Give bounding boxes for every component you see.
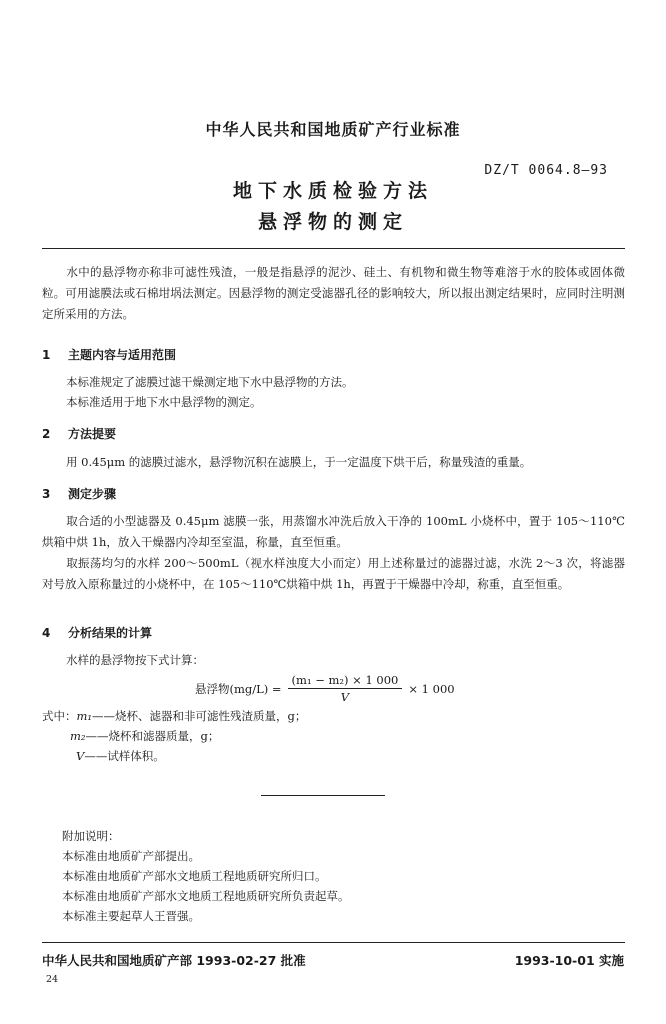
where-desc-3: ——试样体积。 [84,749,165,763]
where-desc-1: ——烧杯、滤器和非可滤性残渣质量，g； [92,709,307,723]
section-1-title: 主题内容与适用范围 [68,348,177,362]
section-1-line-1: 本标准规定了滤膜过滤干燥测定地下水中悬浮物的方法。 [66,375,354,389]
intro-text: 水中的悬浮物亦称非可滤性残渣，一般是指悬浮的泥沙、硅土、有机物和微生物等难溶于水的胶体或固体微粒。可用滤膜法或石棉坩埚法测定。因悬浮物的测定受滤器孔径的影响较大，所以报出测定结果时，应同时注明测定所采用的方法。 [42,265,625,321]
notes-line-1: 本标准由地质矿产部提出。 [62,849,200,863]
formula-numerator: (m₁ − m₂) × 1 000 [288,673,403,689]
formula-fraction [288,673,403,704]
where-symbol-1: m₁ [76,709,93,723]
document-title-line2: 悬浮物的测定 [257,211,408,233]
formula-denominator: V [340,690,350,704]
notes-line-4: 本标准主要起草人王晋强。 [62,909,200,923]
section-4-lead: 水样的悬浮物按下式计算： [66,653,204,667]
section-3-paragraph-1-text: 取合适的小型滤器及 0.45μm 滤膜一张，用蒸馏水冲洗后放入干净的 100mL 小烧杯中，置于 105～110℃烘箱中烘 1h，放入干燥器内冷却至室温，称量，直至恒重。 [42,514,625,549]
section-3-heading [42,485,116,502]
document-title-line1: 地下水质检验方法 [232,180,433,202]
formula-lhs: 悬浮物(mg/L) = [195,681,282,696]
suspended-solids-formula [195,673,455,704]
where-symbol-3: V [76,749,85,763]
where-line-3 [76,746,165,766]
issuing-authority-title: 中华人民共和国地质矿产行业标准 [205,120,461,139]
footer-divider [42,942,625,943]
where-label: 式中： [42,709,77,723]
section-1-heading [42,346,176,363]
section-2-title: 方法提要 [68,427,117,441]
section-2-line-1: 用 0.45μm 的滤膜过滤水，悬浮物沉积在滤膜上，于一定温度下烘干后，称量残渣的重量。 [66,455,532,469]
section-3-paragraph-2 [42,553,625,595]
header-divider [42,248,625,249]
section-3-paragraph-1 [42,511,625,553]
section-1-line-2: 本标准适用于地下水中悬浮物的测定。 [66,395,262,409]
section-4-heading [42,624,152,641]
section-1-number: 1 [42,348,51,362]
formula-rhs: × 1 000 [408,681,455,696]
where-desc-2: ——烧杯和滤器质量，g； [85,729,220,743]
section-3-paragraph-2-text: 取振荡均匀的水样 200～500mL（视水样浊度大小而定）用上述称量过的滤器过滤，水洗 2～3 次，将滤器对号放入原称量过的小烧杯中，在 105～110℃烘箱中烘 1h，再置于干燥器中冷却，称重，直至恒重。 [42,556,625,591]
section-4-number: 4 [42,626,51,640]
end-of-text-rule [261,795,385,796]
intro-paragraph [42,262,625,325]
section-3-title: 测定步骤 [68,487,117,501]
where-line-2 [70,726,219,746]
notes-line-3: 本标准由地质矿产部水文地质工程地质研究所负责起草。 [62,889,350,903]
notes-title: 附加说明： [62,829,120,843]
page-number: 24 [46,974,59,985]
approval-date: 中华人民共和国地质矿产部 1993-02-27 批准 [42,953,306,968]
section-2-heading [42,425,116,442]
section-2-number: 2 [42,427,51,441]
effective-date: 1993-10-01 实施 [514,953,624,968]
section-3-number: 3 [42,487,51,501]
where-line-1 [42,706,306,726]
notes-line-2: 本标准由地质矿产部水文地质工程地质研究所归口。 [62,869,327,883]
where-symbol-2: m₂ [70,729,86,743]
standard-number: DZ/T 0064.8—93 [484,163,608,178]
section-4-title: 分析结果的计算 [68,626,153,640]
